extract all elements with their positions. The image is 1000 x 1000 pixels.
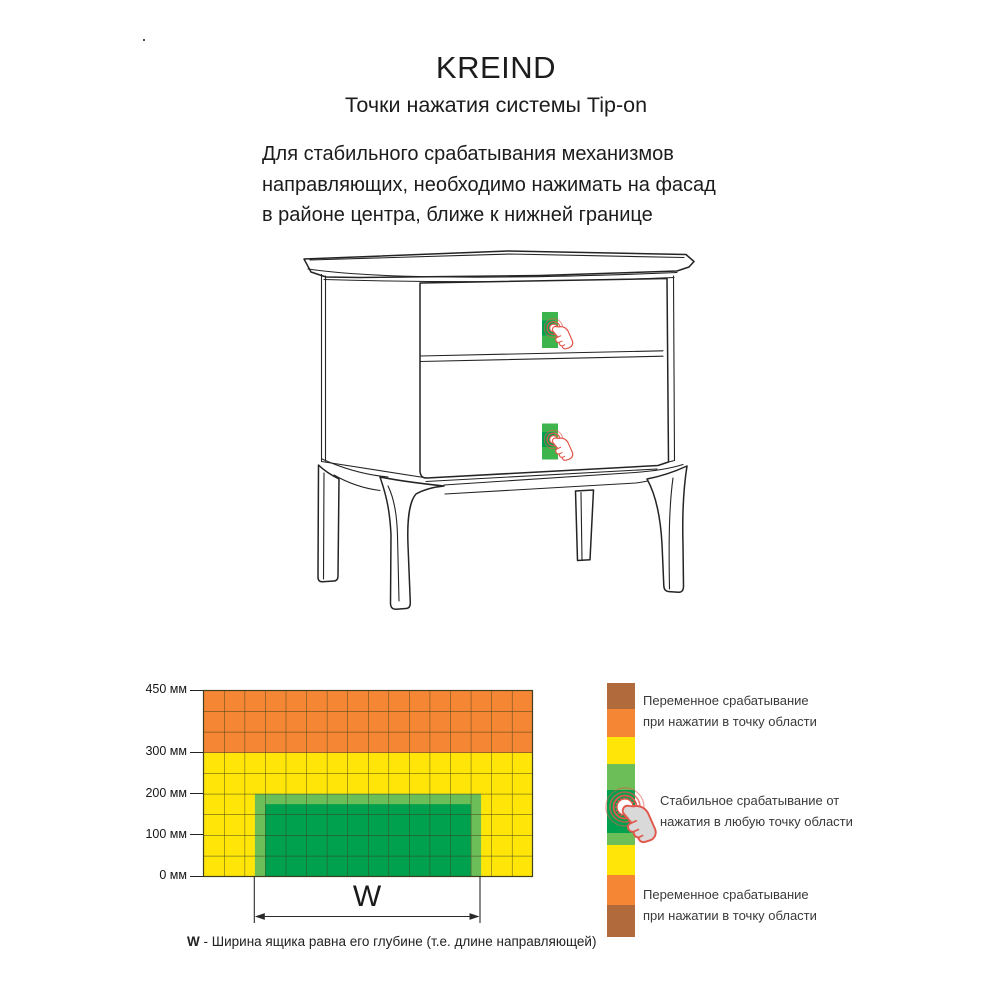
- page-title: KREIND: [435, 50, 557, 85]
- y-axis-label: 450 мм: [145, 682, 187, 696]
- press-zone-chart: [202, 689, 534, 878]
- y-axis-label: 200 мм: [145, 785, 187, 800]
- legend-item-line: Переменное срабатывание: [643, 693, 809, 708]
- legend-stripe-segment: [607, 683, 635, 709]
- width-footnote: [187, 934, 596, 949]
- legend-item-variable-top: [643, 691, 817, 732]
- footnote-text: - Ширина ящика равна его глубине (т.е. длине направляющей): [199, 934, 597, 949]
- back-left-leg: [318, 465, 339, 582]
- front-right-leg: [647, 466, 687, 592]
- width-label: W: [352, 880, 382, 913]
- legend-stripe-segment: [607, 709, 635, 737]
- nightstand-diagram: [240, 245, 710, 630]
- legend-item-line: при нажатии в точку области: [643, 907, 817, 923]
- legend-item-line: Стабильное срабатывание от: [660, 793, 840, 808]
- corner-dot: ·: [141, 29, 147, 49]
- legend-item-variable-bottom: [643, 885, 817, 926]
- carcass: [322, 275, 675, 482]
- legend-item-line: Переменное срабатывание: [643, 887, 809, 902]
- axis-tick: [190, 834, 203, 835]
- page-subtitle: Точки нажатия системы Tip-on: [344, 93, 648, 117]
- y-axis-label: 100 мм: [145, 827, 187, 841]
- axis-tick: [190, 793, 203, 794]
- axis-tick: [190, 876, 203, 877]
- intro-line: Для стабильного срабатывания механизмов: [262, 143, 674, 165]
- intro-paragraph: [262, 139, 716, 231]
- tabletop: [304, 251, 694, 282]
- axis-tick: [190, 752, 203, 753]
- header: [4, 50, 988, 118]
- legend-item-line: при нажатии в точку области: [643, 713, 817, 729]
- axis-tick: [190, 690, 203, 691]
- y-axis-label: 0 мм: [159, 868, 187, 882]
- front-left-leg: [380, 477, 444, 609]
- legend-stripe-segment: [607, 737, 635, 764]
- intro-line: в районе центра, ближе к нижней границе: [262, 204, 653, 226]
- legs: [318, 465, 687, 609]
- back-right-leg: [576, 490, 594, 561]
- legend-item-line: нажатия в любую точку области: [660, 813, 853, 829]
- footnote-prefix: W: [187, 934, 200, 949]
- legend-stripe-segment: [607, 905, 635, 937]
- legend-stripe-segment: [607, 875, 635, 905]
- legend-item-stable: [660, 791, 853, 832]
- intro-line: направляющих, необходимо нажимать на фасад: [262, 173, 716, 196]
- y-axis-label: 300 мм: [145, 744, 187, 758]
